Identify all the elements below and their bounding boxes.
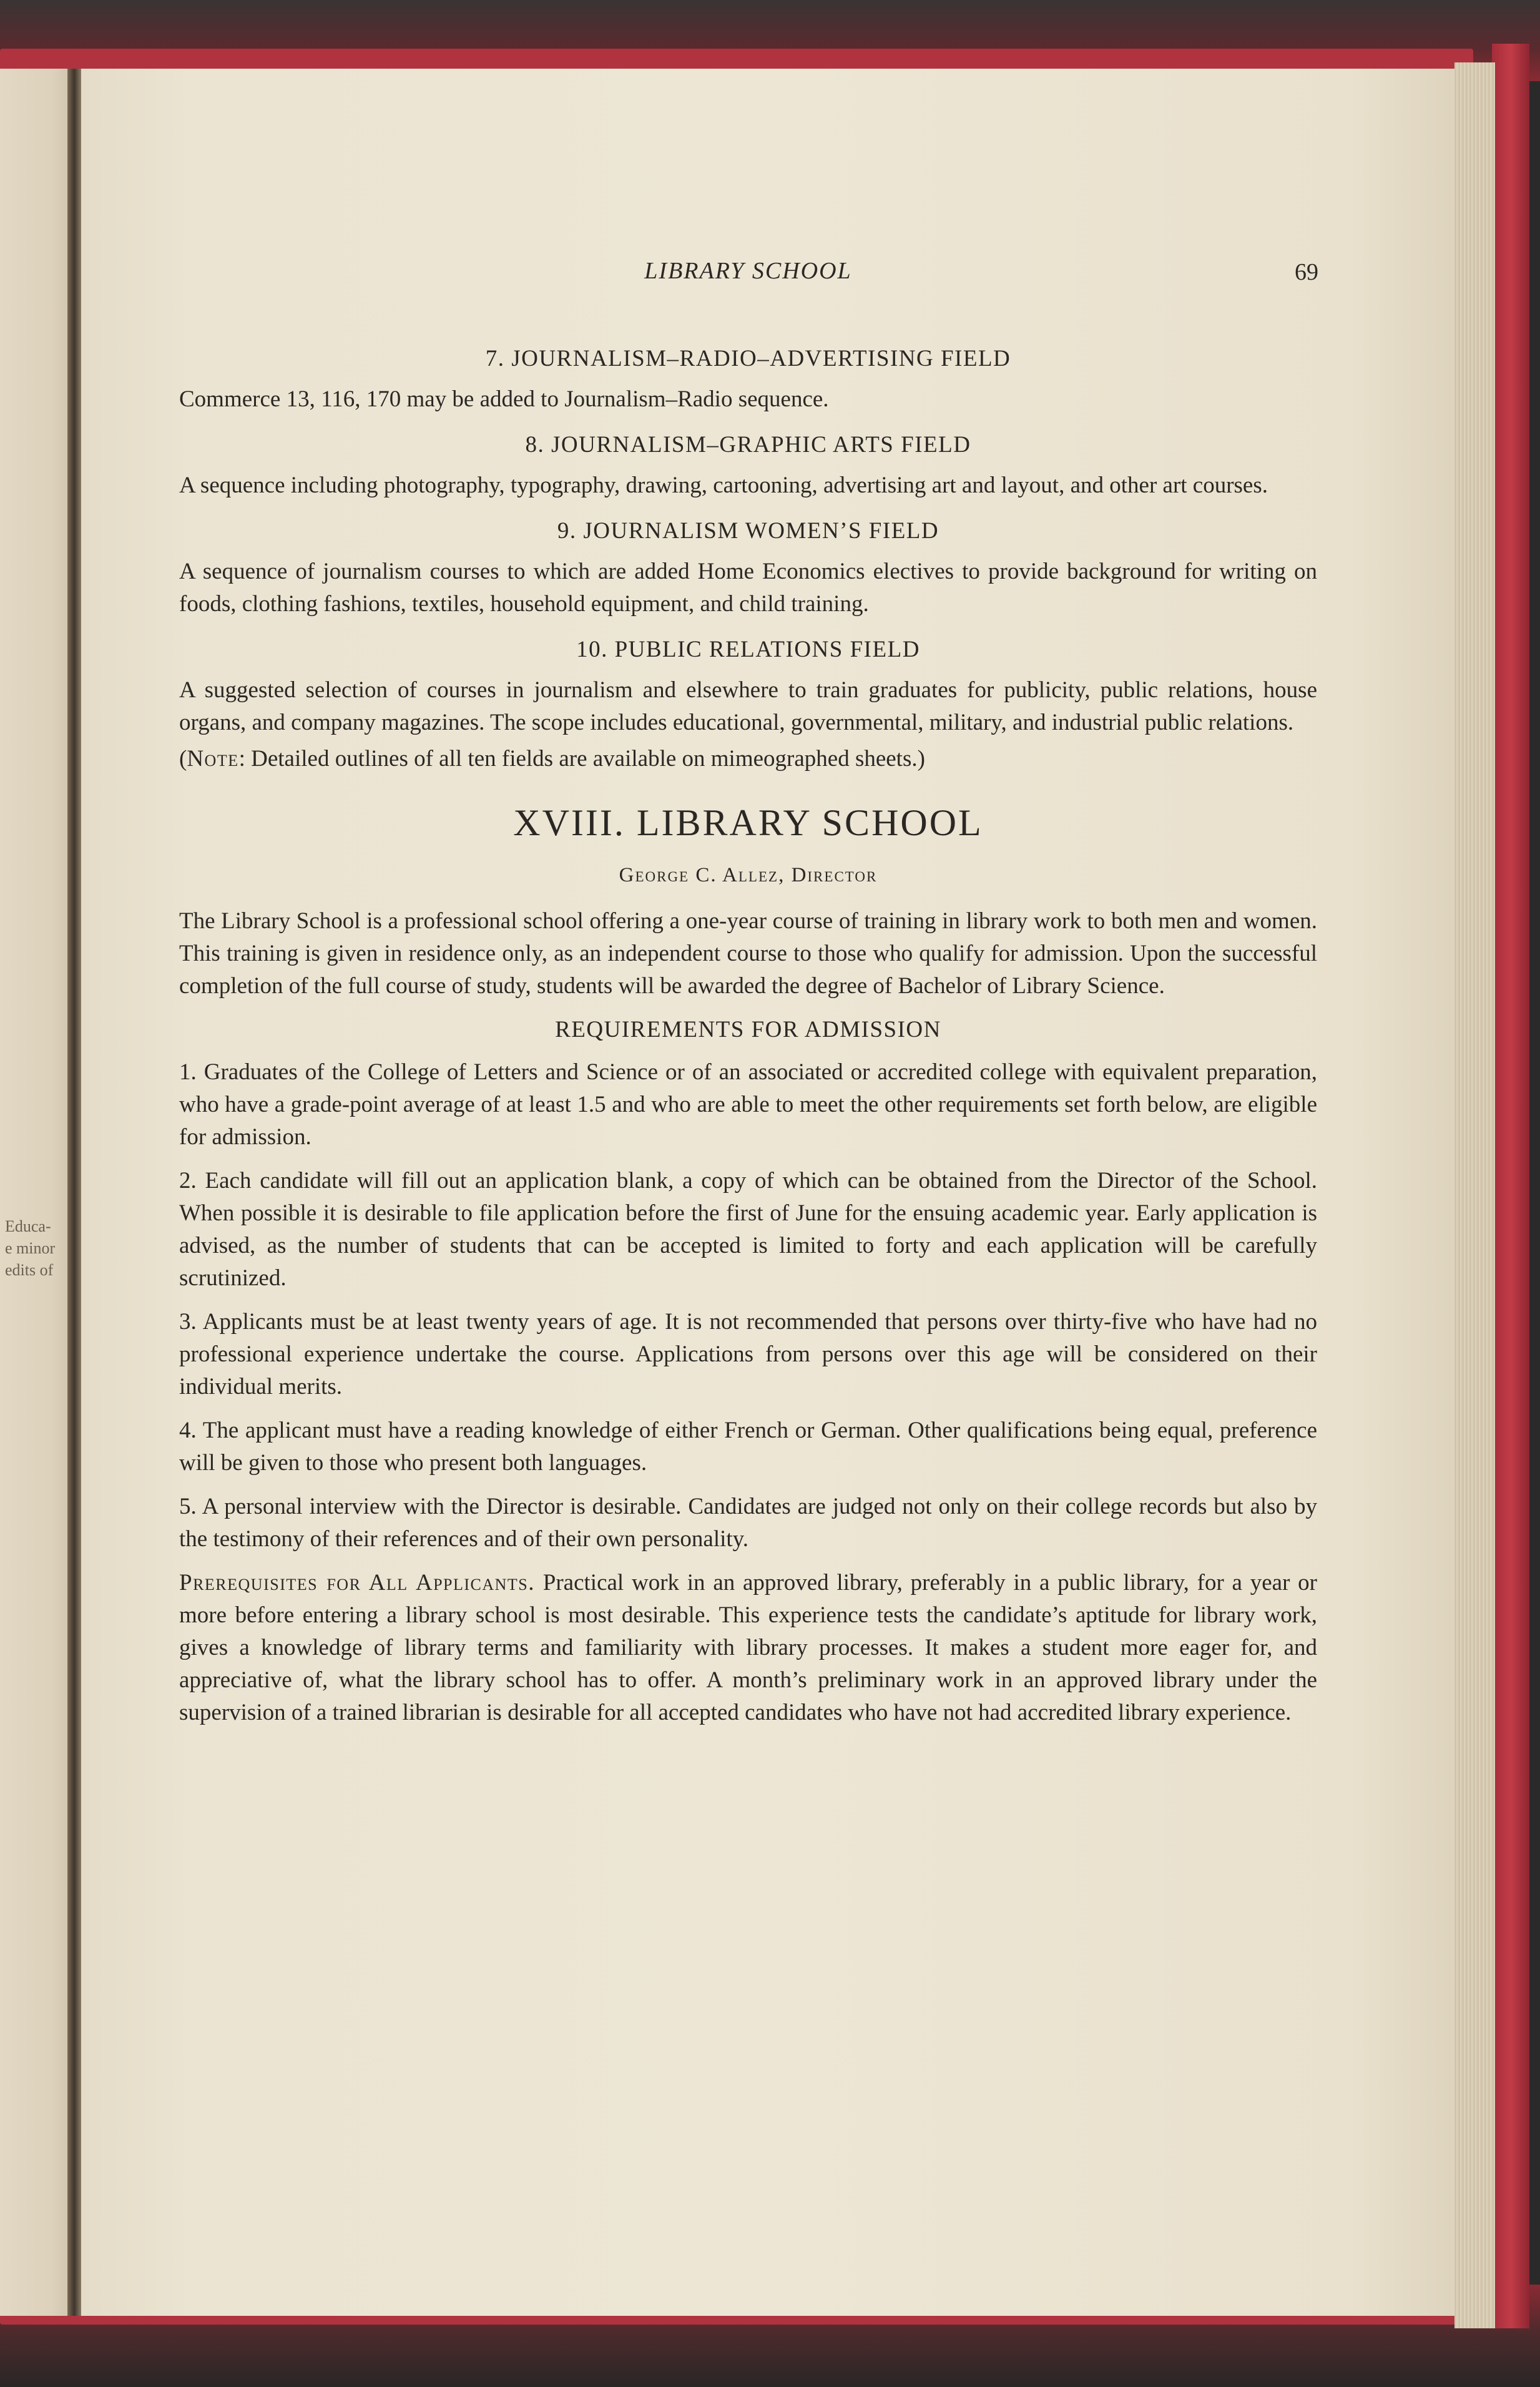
director-line: George C. Allez, Director xyxy=(619,864,878,886)
page-edges xyxy=(1454,62,1495,2328)
section-heading: 7. JOURNALISM–RADIO–ADVERTISING FIELD xyxy=(485,346,1011,371)
margin-fragment: Educa- xyxy=(5,1217,51,1235)
running-title: LIBRARY SCHOOL xyxy=(644,258,852,284)
requirement-item: 2. Each candidate will fill out an application blank, a copy of which can be obtained from the Director of the School. When possible it is desirable to file application before the first of June for the ensuing academic year. Early application is advised, as the number of students that can be accepted is limited to forty and each application will be carefully scrutinized. xyxy=(179,1168,1317,1291)
section-paragraph: A suggested selection of courses in journalism and elsewhere to train graduates for publicity, public relations, house organs, and company magazines. The scope includes educational, governmental, military, and industrial public relations. xyxy=(179,677,1317,735)
page-number: 69 xyxy=(1295,259,1318,285)
previous-page-edge xyxy=(0,69,74,2316)
book-gutter xyxy=(67,69,81,2316)
section-heading: 10. PUBLIC RELATIONS FIELD xyxy=(576,637,920,662)
section-paragraph: A sequence including photography, typography, drawing, cartooning, advertising art and layout, and other art courses. xyxy=(179,473,1268,498)
requirements-heading: REQUIREMENTS FOR ADMISSION xyxy=(555,1017,941,1042)
margin-fragment: edits of xyxy=(5,1261,54,1279)
requirement-item: 3. Applicants must be at least twenty years of age. It is not recommended that persons over thirty-five who have had no professional experience undertake the course. Applications from persons over this age will be considered on their individual merits. xyxy=(179,1309,1317,1399)
note: (Note: Detailed outlines of all ten fields are available on mimeographed sheets.) xyxy=(179,746,925,772)
requirement-item: 4. The applicant must have a reading knowledge of either French or German. Other qualifications being equal, preference will be given to those who present both languages. xyxy=(179,1418,1317,1476)
section-paragraph: Commerce 13, 116, 170 may be added to Journalism–Radio sequence. xyxy=(179,386,829,412)
note-label: Note xyxy=(187,746,239,772)
chapter-title: XVIII. LIBRARY SCHOOL xyxy=(513,802,983,843)
section-heading: 8. JOURNALISM–GRAPHIC ARTS FIELD xyxy=(525,432,971,458)
prerequisites-paragraph xyxy=(179,1567,1317,1729)
page-content xyxy=(179,250,1317,1740)
note-text: Detailed outlines of all ten fields are available on mimeographed sheets. xyxy=(251,746,918,772)
section-heading: 9. JOURNALISM WOMEN’S FIELD xyxy=(557,518,939,544)
running-head xyxy=(179,250,1317,300)
chapter-intro: The Library School is a professional school offering a one-year course of training in library work to both men and women. This training is given in residence only, as an independent course to those who qualify for admission. Upon the successful completion of the full course of study, students will be awarded the degree of Bachelor of Library Science. xyxy=(179,908,1317,999)
prerequisites-text: Practical work in an approved library, preferably in a public library, for a year or more before entering a library school is most desirable. This experience tests the candidate’s aptitude for library work, gives a knowledge of library terms and familiarity with library processes. It makes a student more eager for, and appreciative of, what the library school has to offer. A month’s preliminary work in an approved library under the supervision of a trained librarian is desirable for all accepted candidates who have not had accredited library experience. xyxy=(179,1570,1317,1725)
margin-fragment: e minor xyxy=(5,1239,56,1257)
prerequisites-label: Prerequisites for All Applicants. xyxy=(179,1570,536,1595)
requirement-item: 1. Graduates of the College of Letters and Science or of an associated or accredited college with equivalent preparation, who have a grade-point average of at least 1.5 and who are able to meet the other requirements set forth below, are eligible for admission. xyxy=(179,1059,1317,1150)
cover-cloth-edge xyxy=(1492,44,1529,2328)
section-paragraph: A sequence of journalism courses to which are added Home Economics electives to provide background for writing on foods, clothing fashions, textiles, household equipment, and child training. xyxy=(179,559,1317,617)
requirement-item: 5. A personal interview with the Director is desirable. Candidates are judged not only on their college records but also by the testimony of their references and of their own personality. xyxy=(179,1494,1317,1552)
